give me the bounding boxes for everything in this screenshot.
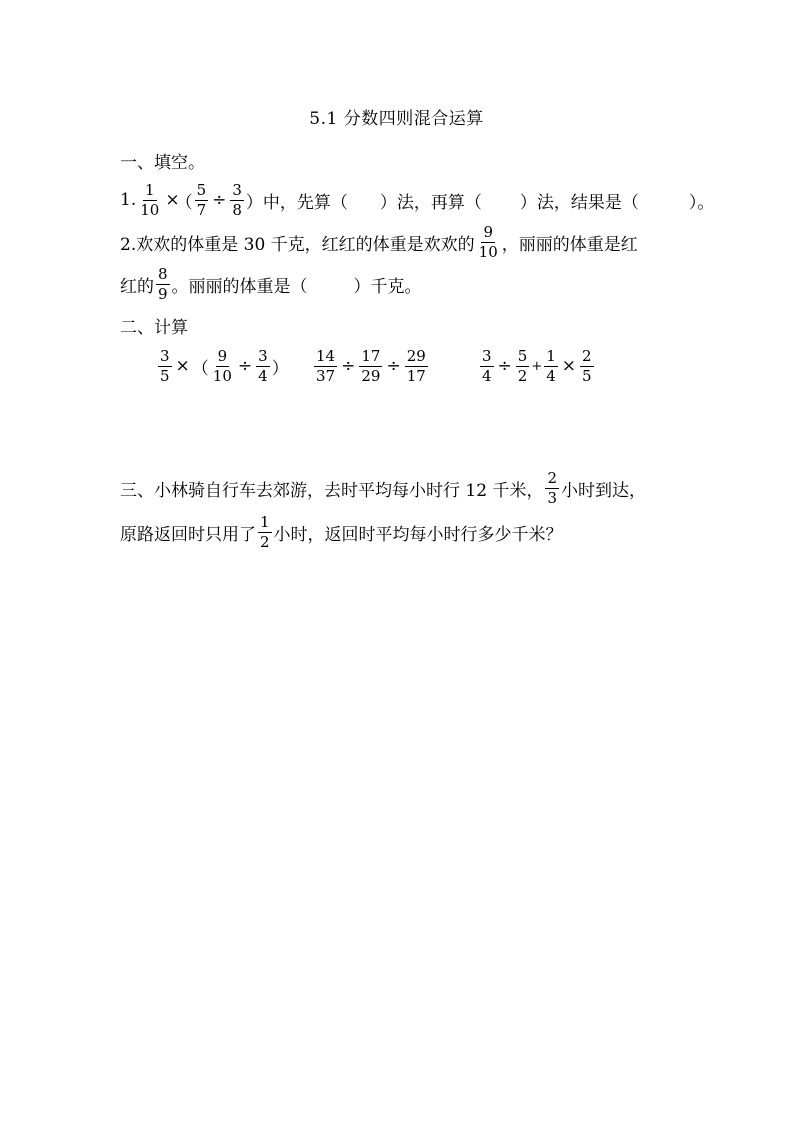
- divide-operator: ÷: [212, 190, 227, 210]
- fraction-denominator: 10: [140, 200, 160, 219]
- section3-line-1: [120, 468, 646, 508]
- times-operator: ×: [165, 190, 180, 210]
- calc-expression-2: [312, 342, 430, 390]
- fraction-numerator: 2: [582, 346, 592, 365]
- fraction-numerator: 9: [217, 346, 228, 365]
- e2-fraction-2: [359, 346, 382, 385]
- fraction-denominator: 37: [316, 366, 336, 385]
- fraction-numerator: 3: [482, 346, 492, 365]
- e2-fraction-3: [405, 346, 428, 385]
- fraction-numerator: 2: [547, 468, 557, 487]
- divide-operator: ÷: [237, 356, 253, 376]
- q2-fraction-1: [477, 222, 500, 261]
- q1-fraction-1: [138, 180, 161, 219]
- fraction-denominator: 10: [212, 366, 232, 385]
- fraction-numerator: 3: [258, 346, 268, 365]
- calc-expression-3: [478, 342, 596, 390]
- fraction-denominator: 5: [160, 366, 170, 385]
- q1-text-4: ）。: [688, 192, 715, 213]
- q2-text-3: 红的: [120, 276, 154, 297]
- e2-fraction-1: [314, 346, 337, 385]
- page-title: 5.1 分数四则混合运算: [309, 109, 484, 129]
- times-operator: ×: [175, 356, 190, 376]
- question-2-line-1: [120, 222, 638, 262]
- q1-text-2: ）法，再算（: [379, 192, 482, 213]
- fraction-numerator: 3: [160, 346, 170, 365]
- s3-text-3: 原路返回时只用了: [120, 524, 256, 545]
- q2-fraction-2: [156, 264, 170, 303]
- times-operator: ×: [561, 356, 577, 376]
- fraction-denominator: 8: [232, 200, 242, 219]
- section2-heading-text: 二、计算: [120, 317, 188, 338]
- fraction-numerator: 14: [316, 346, 336, 365]
- fraction-denominator: 7: [196, 200, 207, 219]
- q1-text-3: ）法，结果是（: [519, 192, 639, 213]
- s3-text-2: 小时到达，: [561, 480, 646, 501]
- fraction-numerator: 1: [546, 346, 556, 365]
- e1-fraction-3: [256, 346, 270, 385]
- divide-operator: ÷: [341, 356, 356, 376]
- e3-fraction-2: [516, 346, 530, 385]
- fraction-denominator: 17: [406, 366, 426, 385]
- e1-fraction-2: [211, 346, 234, 385]
- fraction-denominator: 5: [582, 366, 592, 385]
- question-2-line-2: [120, 264, 422, 304]
- left-paren: （: [175, 192, 193, 213]
- fraction-denominator: 2: [517, 366, 528, 385]
- fraction-denominator: 4: [546, 366, 556, 385]
- fraction-denominator: 4: [482, 366, 492, 385]
- section1-heading-text: 一、填空。: [120, 152, 205, 173]
- divide-operator: ÷: [386, 356, 401, 376]
- fraction-denominator: 29: [361, 366, 381, 385]
- question-1: [120, 180, 714, 220]
- fraction-numerator: 9: [483, 222, 493, 241]
- fraction-denominator: 9: [158, 284, 168, 303]
- e3-fraction-4: [580, 346, 594, 385]
- e3-fraction-3: [544, 346, 558, 385]
- q1-fraction-2: [195, 180, 209, 219]
- fraction-denominator: 4: [258, 366, 268, 385]
- section2-heading: [120, 305, 188, 345]
- fraction-numerator: 8: [158, 264, 168, 283]
- s3-fraction-2: [258, 512, 272, 551]
- q2-text-1: 2.欢欢的体重是 30 千克，红红的体重是欢欢的: [120, 234, 475, 255]
- left-paren: （: [191, 358, 209, 379]
- q1-fraction-3: [230, 180, 244, 219]
- fraction-numerator: 5: [196, 180, 207, 199]
- s3-text-1: 三、小林骑自行车去郊游，去时平均每小时行 12 千米，: [120, 480, 544, 501]
- q2-text-5: ）千克。: [353, 276, 422, 297]
- section1-heading: [120, 140, 205, 180]
- divide-operator: ÷: [497, 356, 512, 376]
- q1-text-1: ）中，先算（: [245, 192, 348, 213]
- q2-text-4: 。丽丽的体重是（: [171, 276, 308, 297]
- q2-text-2: ，丽丽的体重是红: [501, 234, 638, 255]
- e3-fraction-1: [480, 346, 494, 385]
- fraction-denominator: 2: [260, 532, 270, 551]
- fraction-numerator: 29: [406, 346, 426, 365]
- calc-expression-1: [156, 342, 289, 390]
- plus-operator: +: [531, 358, 543, 374]
- fraction-denominator: 3: [547, 488, 557, 507]
- fraction-numerator: 17: [361, 346, 381, 365]
- q1-prefix: 1.: [120, 190, 137, 210]
- e1-fraction-1: [158, 346, 172, 385]
- s3-fraction-1: [545, 468, 559, 507]
- fraction-numerator: 5: [517, 346, 528, 365]
- fraction-numerator: 3: [232, 180, 242, 199]
- s3-text-4: 小时，返回时平均每小时行多少千米？: [273, 524, 563, 545]
- right-paren: ）: [271, 358, 289, 379]
- fraction-denominator: 10: [478, 242, 498, 261]
- fraction-numerator: 1: [145, 180, 155, 199]
- section3-line-2: [120, 512, 563, 552]
- fraction-numerator: 1: [260, 512, 270, 531]
